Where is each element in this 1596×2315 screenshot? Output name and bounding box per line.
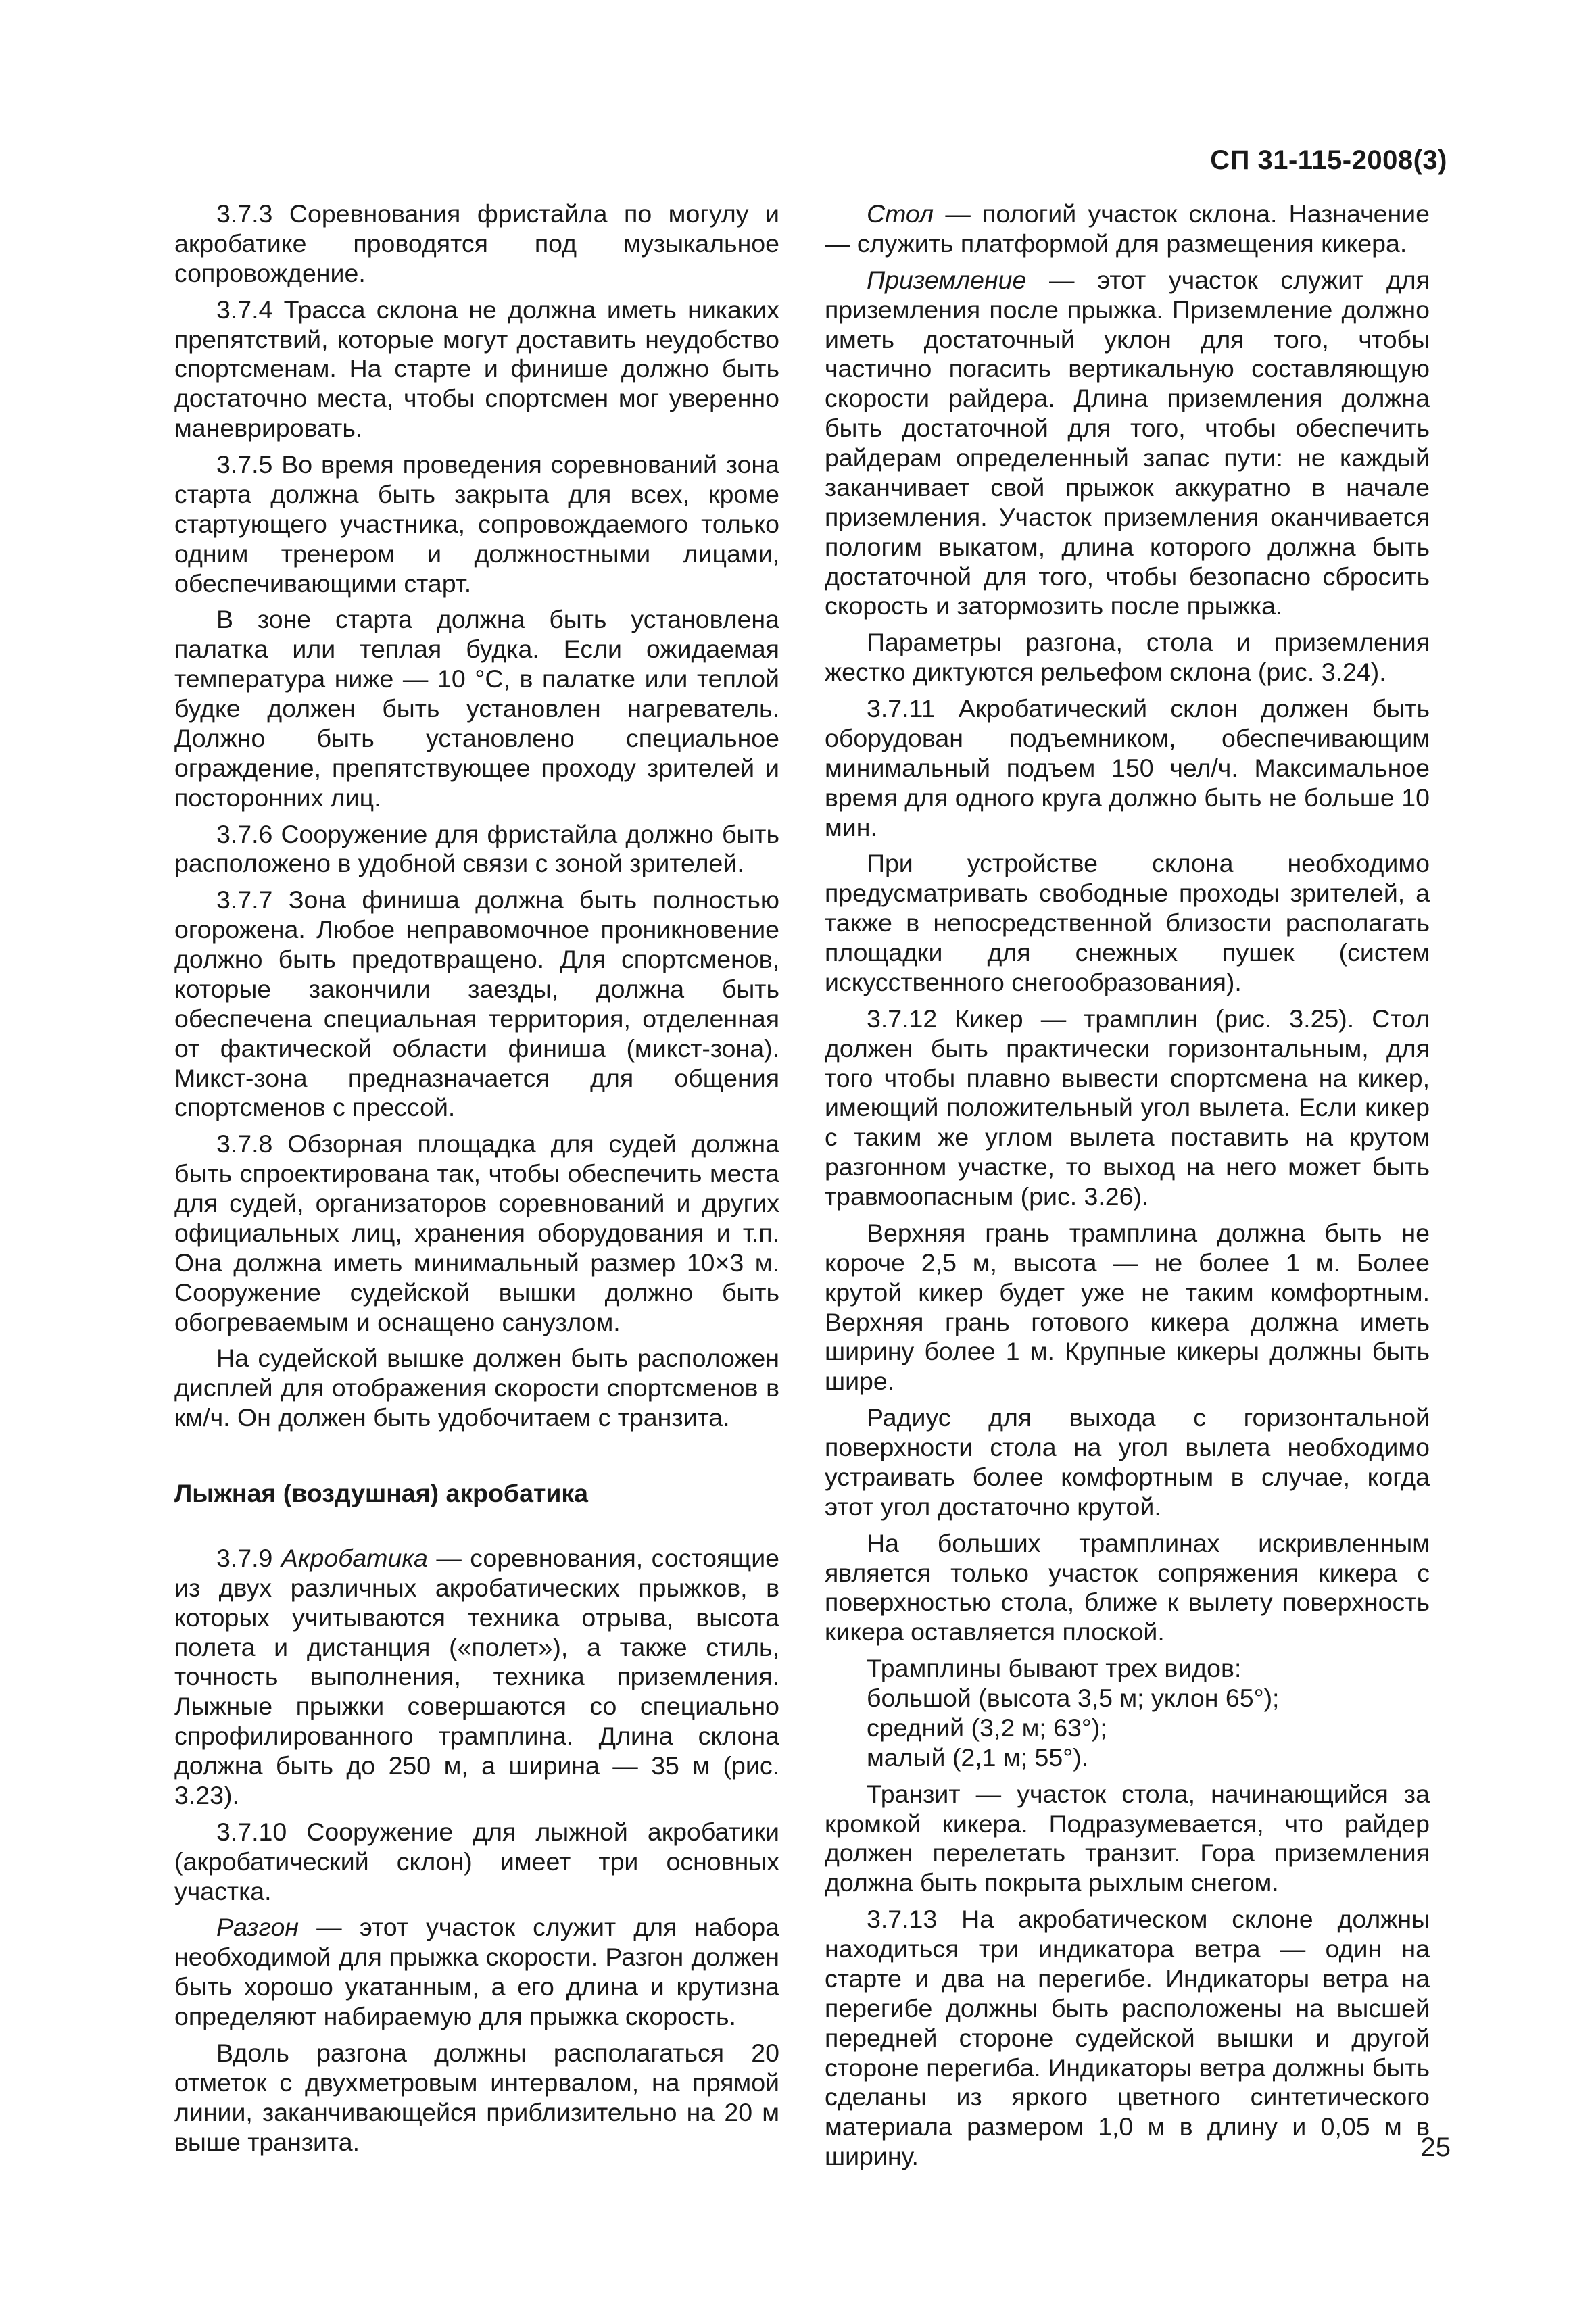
paragraph-razgon	[174, 1913, 779, 2032]
paragraph-display: На судейской вышке должен быть расположен дисплей для отображения скорости спортсменов в км/ч. Он должен быть удобочитаем с транзита.	[174, 1344, 779, 1432]
paragraph-large-jumps: На больших трамплинах искривленным является только участок сопряжения кикера с поверхностью стола, ближе к вылету поверхность кикера оставляется плоской.	[825, 1528, 1430, 1647]
paragraph-3-7-13: 3.7.13 На акробатическом склоне должны находиться три индикатора ветра — один на старте и два на перегибе. Индикаторы ветра на перегибе должны быть расположены на высшей передней стороне судейской вышки и другой стороне перегиба. Индикаторы ветра должны быть сделаны из яркого цветного синтетического материала размером 1,0 м в длину и 0,05 м в ширину.	[825, 1905, 1430, 2171]
paragraph-marks: Вдоль разгона должны располагаться 20 отметок с двухметровым интервалом, на прямой линии, заканчивающейся приблизительно на 20 м выше транзита.	[174, 2038, 779, 2156]
paragraph-3-7-9	[174, 1544, 779, 1811]
paragraph-3-7-6: 3.7.6 Сооружение для фристайла должно быть расположено в удобной связи с зоной зрителей.	[174, 819, 779, 878]
definition-acrobatics: — соревнования, состоящие из двух различных акробатических прыжков, в которых учитываются техника отрыва, высота полета и дистанция («полет»), а также стиль, точность выполнения, техника приземления. Лыжные прыжки совершаются со специально спрофилированного трамплина. Длина склона должна быть до 250 м, а ширина — 35 м (рис. 3.23).	[174, 1543, 779, 1809]
paragraph-3-7-11: 3.7.11 Акробатический склон должен быть оборудован подъемником, обеспечивающим минимальный подъем 150 чел/ч. Максимальное время для одного круга должно быть не больше 10 мин.	[825, 694, 1430, 842]
paragraph-3-7-10: 3.7.10 Сооружение для лыжной акробатики (акробатический склон) имеет три основных участка.	[174, 1817, 779, 1905]
jump-type-item: средний (3,2 м; 63°);	[867, 1713, 1107, 1742]
jump-type-item: большой (высота 3,5 м; уклон 65°);	[867, 1684, 1280, 1712]
paragraph-stol	[825, 199, 1430, 259]
paragraph-3-7-3: 3.7.3 Соревнования фристайла по могулу и акробатике проводятся под музыкальное сопровождение.	[174, 199, 779, 287]
term-razgon: Разгон	[216, 1913, 299, 1942]
paragraph-3-7-8: 3.7.8 Обзорная площадка для судей должна быть спроектирована так, чтобы обеспечить места для судей, организаторов соревнований и других официальных лиц, хранения оборудования и т.п. Она должна иметь минимальный размер 10×3 м. Сооружение судейской вышки должно быть обогреваемым и оснащено санузлом.	[174, 1129, 779, 1336]
paragraph-3-7-4: 3.7.4 Трасса склона не должна иметь никаких препятствий, которые могут доставить неудобство спортсменам. На старте и финише должно быть достаточно места, чтобы спортсмен мог уверенно маневрировать.	[174, 295, 779, 443]
jump-type-item: малый (2,1 м; 55°).	[867, 1743, 1089, 1772]
paragraph-prizemlenie	[825, 266, 1430, 622]
paragraph-3-7-7: 3.7.7 Зона финиша должна быть полностью огорожена. Любое неправомочное проникновение должно быть предотвращено. Для спортсменов, которые закончили заезды, должна быть обеспечена специальная территория, отделенная от фактической области финиша (микст-зона). Микст-зона предназначается для общения спортсменов с прессой.	[174, 885, 779, 1122]
jump-types-intro: Трамплины бывают трех видов:	[867, 1654, 1242, 1683]
definition-prizemlenie: — этот участок служит для приземления после прыжка. Приземление должно иметь достаточный уклон для того, чтобы частично погасить вертикальную составляющую скорости райдера. Длина приземления должна быть достаточной для того, чтобы обеспечить райдерам определенный запас пути: не каждый заканчивает свой прыжок аккуратно в начале приземления. Участок приземления оканчивается пологим выкатом, длина которого должна быть достаточной для того, чтобы безопасно сбросить скорость и затормозить после прыжка.	[825, 265, 1430, 620]
definition-stol: — пологий участок склона. Назначение — служить платформой для размещения кикера.	[825, 199, 1430, 258]
definition-razgon: — этот участок служит для набора необходимой для прыжка скорости. Разгон должен быть хорошо укатанным, а его длина и крутизна определяют набираемую для прыжка скорость.	[174, 1913, 779, 2030]
term-acrobatics: Акробатика	[281, 1543, 428, 1572]
paragraph-3-7-12: 3.7.12 Кикер — трамплин (рис. 3.25). Стол должен быть практически горизонтальным, для того чтобы плавно вывести спортсмена на кикер, имеющий положительный угол вылета. Если кикер с таким же углом вылета поставить на крутом разгонном участке, то выход на него может быть травмоопасным (рис. 3.26).	[825, 1004, 1430, 1211]
paragraph-spectator-passages: При устройстве склона необходимо предусматривать свободные проходы зрителей, а также в непосредственной близости располагать площадки для снежных пушек (систем искусственного снегообразования).	[825, 849, 1430, 996]
paragraph-parameters: Параметры разгона, стола и приземления жестко диктуются рельефом склона (рис. 3.24).	[825, 628, 1430, 687]
paragraph-upper-edge: Верхняя грань трамплина должна быть не короче 2,5 м, высота — не более 1 м. Более крутой кикер будет уже не таким комфортным. Верхняя грань готового кикера должна иметь ширину более 1 м. Крупные кикеры должны быть шире.	[825, 1218, 1430, 1396]
page-number: 25	[1420, 2133, 1451, 2162]
term-stol: Стол	[867, 199, 934, 228]
section-heading: Лыжная (воздушная) акробатика	[174, 1479, 588, 1507]
paragraph-start-zone: В зоне старта должна быть установлена палатка или теплая будка. Если ожидаемая температура ниже — 10 °С, в палатке или теплой будке должен быть установлен нагреватель. Должно быть установлено специальное ограждение, препятствующее проходу зрителей и посторонних лиц.	[174, 605, 779, 812]
document-code: СП 31-115-2008(3)	[1210, 145, 1447, 175]
paragraph-3-7-5: 3.7.5 Во время проведения соревнований зона старта должна быть закрыта для всех, кроме стартующего участника, сопровождаемого только одним тренером и должностными лицами, обеспечивающими старт.	[174, 450, 779, 598]
right-column	[825, 199, 1430, 2178]
term-prizemlenie: Приземление	[867, 265, 1027, 294]
clause-number: 3.7.9	[216, 1543, 273, 1572]
paragraph-radius: Радиус для выхода с горизонтальной поверхности стола на угол вылета необходимо устраивать более комфортным в случае, когда этот угол достаточно крутой.	[825, 1403, 1430, 1521]
left-column	[174, 199, 779, 2164]
paragraph-transit: Транзит — участок стола, начинающийся за кромкой кикера. Подразумевается, что райдер должен перелетать транзит. Гора приземления должна быть покрыта рыхлым снегом.	[825, 1779, 1430, 1897]
